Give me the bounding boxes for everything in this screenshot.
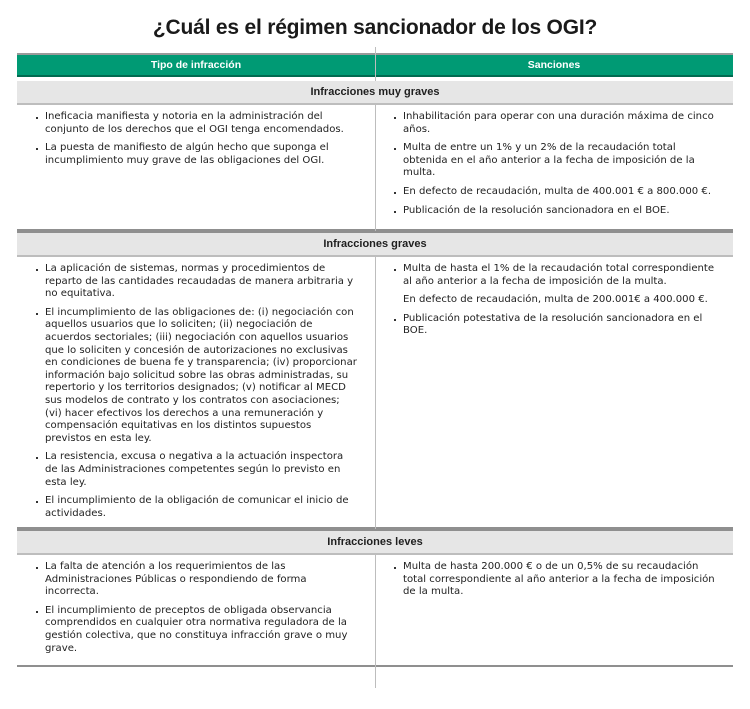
list-item: Publicación de la resolución sancionadora en el BOE. bbox=[393, 205, 717, 218]
section-leves: Infracciones leves bbox=[17, 529, 733, 555]
sanctions-table bbox=[17, 50, 733, 667]
list-item: La falta de atención a los requerimientos de las Administraciones Públicas o respondiendo de forma incorrecta. bbox=[35, 561, 359, 599]
list-item: Multa de entre un 1% y un 2% de la recaudación total obtenida en el año anterior a la fecha de imposición de la multa. bbox=[393, 142, 717, 180]
list-item: El incumplimiento de preceptos de obligada observancia comprendidos en cualquier otra normativa reguladora de la gestión colectiva, que no constituya infracción grave o muy grave. bbox=[35, 605, 359, 655]
list-item: El incumplimiento de las obligaciones de: (i) negociación con aquellos usuarios que lo soliciten; (ii) negociación de acuerdos sectoriales; (iii) negociación con aquellos usuarios que lo soliciten y concesión de autorizaciones no exclusivas en condiciones de buena fe y transparencia; (iv) proporcionar información bajo solicitud sobre las obras administradas, su repertorio y los territorios designados; (v) notificar al MECD sus modelos de contrato y los contratos con asociaciones; (vi) hacer efectivos los derechos a una remuneración y compensación equitativas en los distintos supuestos previstos en esta ley. bbox=[35, 307, 359, 446]
sanciones-cell bbox=[373, 555, 733, 665]
infracciones-cell bbox=[17, 257, 373, 527]
list-item: La resistencia, excusa o negativa a la actuación inspectora de las Administraciones competentes según lo previsto en esta ley. bbox=[35, 451, 359, 489]
column-divider bbox=[375, 47, 376, 688]
sanciones-cell bbox=[373, 105, 733, 229]
list-item: La aplicación de sistemas, normas y procedimientos de reparto de las cantidades recaudadas de manera arbitraria y no equitativa. bbox=[35, 263, 359, 301]
list-item: Multa de hasta el 1% de la recaudación total correspondiente al año anterior a la fecha de imposición de la multa. bbox=[393, 263, 717, 288]
header-sanciones: Sanciones bbox=[527, 59, 581, 71]
list-item: La puesta de manifiesto de algún hecho que suponga el incumplimiento muy grave de las obligaciones del OGI. bbox=[35, 142, 359, 167]
list-item: En defecto de recaudación, multa de 400.001 € a 800.000 €. bbox=[393, 186, 717, 199]
list-item: Multa de hasta 200.000 € o de un 0,5% de su recaudación total correspondiente al año anterior a la fecha de imposición de la multa. bbox=[393, 561, 717, 599]
infracciones-cell bbox=[17, 105, 373, 229]
list-item: Inhabilitación para operar con una duración máxima de cinco años. bbox=[393, 111, 717, 136]
section-muy-graves: Infracciones muy graves bbox=[17, 81, 733, 105]
table-header bbox=[17, 53, 733, 77]
list-item: Publicación potestativa de la resolución sancionadora en el BOE. bbox=[393, 313, 717, 338]
list-item: El incumplimiento de la obligación de comunicar el inicio de actividades. bbox=[35, 495, 359, 520]
list-item: Ineficacia manifiesta y notoria en la administración del conjunto de los derechos que el OGI tenga encomendados. bbox=[35, 111, 359, 136]
section-graves: Infracciones graves bbox=[17, 231, 733, 257]
list-item: En defecto de recaudación, multa de 200.001€ a 400.000 €. bbox=[403, 294, 708, 306]
header-tipo-infraccion: Tipo de infracción bbox=[150, 59, 242, 71]
infracciones-cell bbox=[17, 555, 373, 665]
page-title: ¿Cuál es el régimen sancionador de los OGI? bbox=[152, 16, 598, 39]
sanciones-cell bbox=[373, 257, 733, 527]
